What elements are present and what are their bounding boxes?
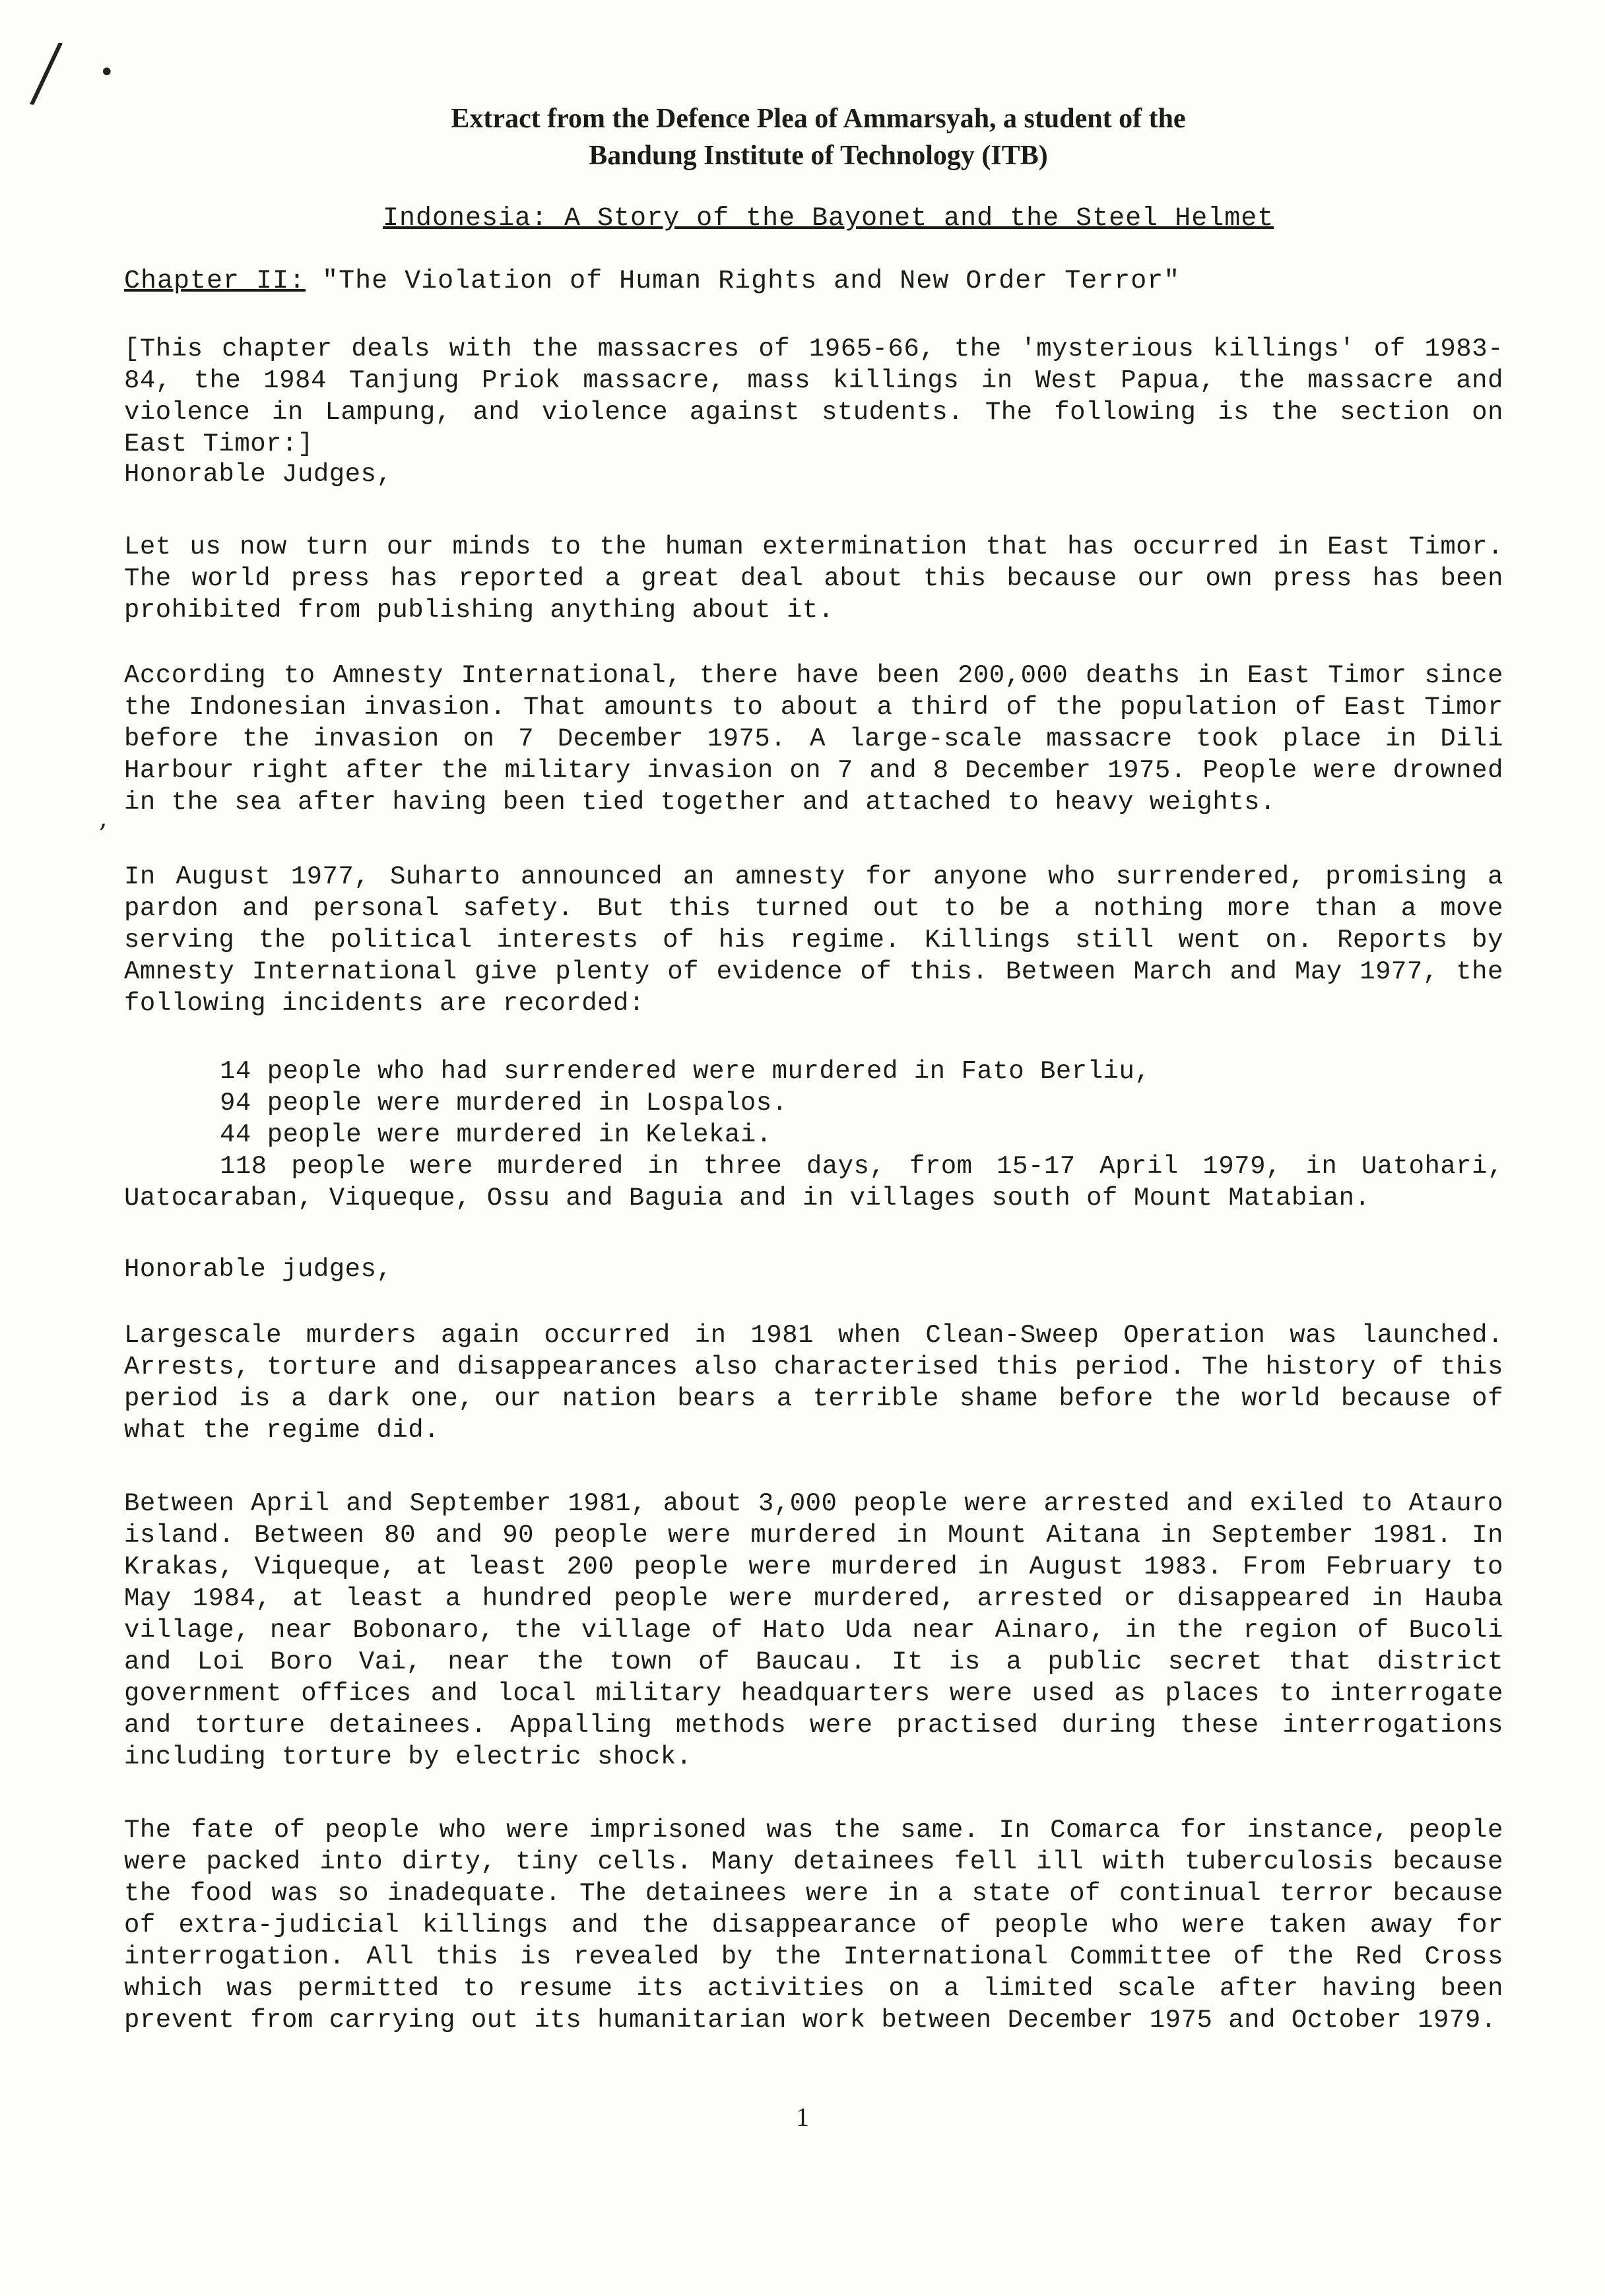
salutation-1: Honorable Judges,	[124, 460, 393, 489]
chapter-label: Chapter II:	[124, 267, 306, 296]
list-item: 44 people were murdered in Kelekai.	[220, 1120, 772, 1149]
paragraph-4: Largescale murders again occurred in 1981 when Clean-Sweep Operation was launched. Arrests, torture and disappearances also characterised this period. The history of this period is a dark one, our nation bears a terrible shame before the world because of what the regime did.	[124, 1321, 1503, 1445]
document-subtitle: Indonesia: A Story of the Bayonet and the Steel Helmet	[383, 204, 1274, 234]
list-item: 94 people were murdered in Lospalos.	[220, 1089, 788, 1118]
document-heading	[330, 100, 1307, 174]
margin-dot-mark: •	[99, 57, 115, 88]
margin-dot-mark: ,	[99, 803, 108, 833]
list-item: 118 people were murdered in three days, from 15-17 April 1979, in Uatohari, Uatocaraban, Viqueque, Ossu and Baguia and in villages south of Mount Matabian.	[124, 1152, 1503, 1213]
page-number: 1	[796, 2102, 809, 2132]
heading-line-1: Extract from the Defence Plea of Ammarsyah, a student of the	[451, 104, 1186, 134]
paragraph-1: Let us now turn our minds to the human extermination that has occurred in East Timor. The world press has reported a great deal about this because our own press has been prohibited from publishing anything about it.	[124, 532, 1503, 625]
handwritten-slash-mark: /	[26, 24, 66, 120]
paragraph-3: In August 1977, Suharto announced an amnesty for anyone who surrendered, promising a pardon and personal safety. But this turned out to be a nothing more than a move serving the political interests of his regime. Killings still went on. Reports by Amnesty International give plenty of evidence of this. Between March and May 1977, the following incidents are recorded:	[124, 862, 1503, 1018]
paragraph-5: Between April and September 1981, about 3,000 people were arrested and exiled to Atauro island. Between 80 and 90 people were murdered in Mount Aitana in September 1981. In Krakas, Viqueque, at least 200 people were murdered in August 1983. From February to May 1984, at least a hundred people were murdered, arrested or disappeared in Hauba village, near Bobonaro, the village of Hato Uda near Ainaro, in the region of Bucoli and Loi Boro Vai, near the town of Baucau. It is a public secret that district government offices and local military headquarters were used as places to interrogate and torture detainees. Appalling methods were practised during these interrogations including torture by electric shock.	[124, 1489, 1503, 1771]
paragraph-6: The fate of people who were imprisoned was the same. In Comarca for instance, people were packed into dirty, tiny cells. Many detainees fell ill with tuberculosis because the food was so inadequate. The detainees were in a state of continual terror because of extra-judicial killings and the disappearance of people who were taken away for interrogation. All this is revealed by the International Committee of the Red Cross which was permitted to resume its activities on a limited scale after having been prevent from carrying out its humanitarian work between December 1975 and October 1979.	[124, 1816, 1503, 2035]
chapter-title: "The Violation of Human Rights and New Order Terror"	[322, 267, 1181, 296]
chapter-heading	[124, 264, 1180, 300]
incident-list	[124, 1056, 1503, 1214]
paragraph-2: According to Amnesty International, there have been 200,000 deaths in East Timor since the Indonesian invasion. That amounts to about a third of the population of East Timor before the invasion on 7 December 1975. A large-scale massacre took place in Dili Harbour right after the military invasion on 7 and 8 December 1975. People were drowned in the sea after having been tied together and attached to heavy weights.	[124, 661, 1503, 817]
list-item: 14 people who had surrendered were murdered in Fato Berliu,	[220, 1057, 1151, 1086]
intro-note: [This chapter deals with the massacres of 1965-66, the 'mysterious killings' of 1983-84, the 1984 Tanjung Priok massacre, mass killings in West Papua, the massacre and violence in Lampung, and violence against students. The following is the section on East Timor:]	[124, 335, 1503, 459]
heading-line-2: Bandung Institute of Technology (ITB)	[589, 141, 1048, 171]
salutation-2: Honorable judges,	[124, 1255, 393, 1284]
